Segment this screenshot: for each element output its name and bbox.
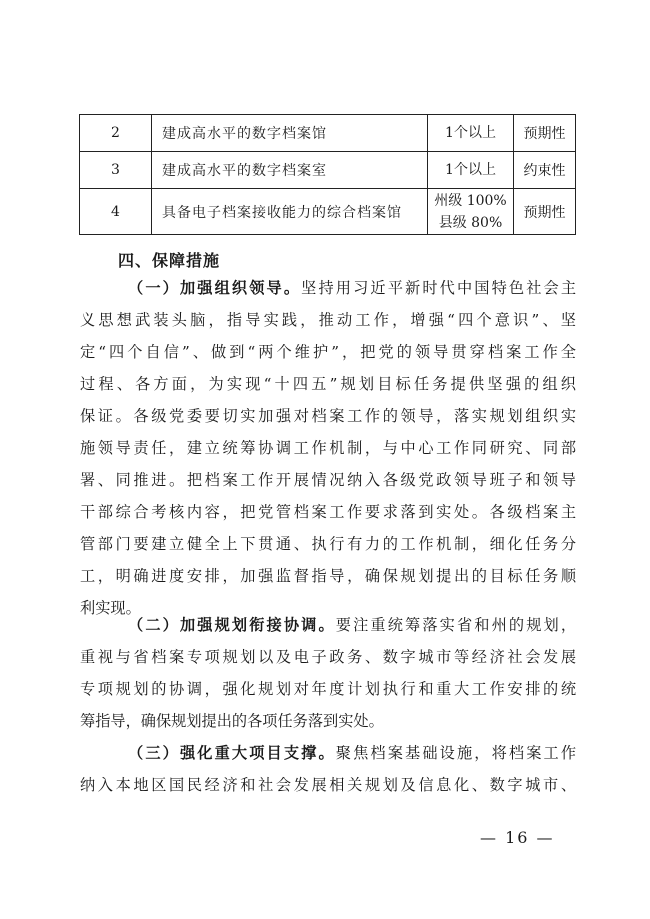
paragraph-lead: （二）加强规划衔接协调。	[128, 616, 336, 634]
section-heading: 四、保障措施	[118, 251, 221, 270]
indicator-name: 具备电子档案接收能力的综合档案馆	[152, 189, 428, 235]
indicator-type: 预期性	[514, 189, 576, 235]
paragraph-plan-coordination	[80, 609, 576, 737]
row-number: 4	[80, 189, 152, 235]
paragraph-line: 重视与省档案专项规划以及电子政务、数字城市等经济社会发展	[80, 648, 576, 666]
paragraph-line: 保证。各级党委要切实加强对档案工作的领导，落实规划组织实	[80, 407, 576, 425]
paragraph-line: 管部门要建立健全上下贯通、执行有力的工作机制，细化任务分	[80, 535, 576, 553]
paragraph-organization-leadership	[80, 272, 576, 624]
paragraph-line: 干部综合考核内容，把党管档案工作要求落到实处。各级档案主	[80, 503, 576, 521]
paragraph-line: 定“四个自信”、做到“两个维护”，把党的领导贯穿档案工作全	[80, 343, 576, 361]
table-row	[80, 115, 576, 152]
target-value-line: 州级 100%	[434, 192, 507, 209]
paragraph-line: 署、同推进。把档案工作开展情况纳入各级党政领导班子和领导	[80, 471, 576, 489]
paragraph-line: 施领导责任，建立统筹协调工作机制，与中心工作同研究、同部	[80, 439, 576, 457]
paragraph-line: 筹指导，确保规划提出的各项任务落到实处。	[80, 712, 384, 730]
paragraph-line: 利实现。	[80, 599, 141, 617]
target-value	[428, 189, 514, 235]
paragraph-lead: （一）加强组织领导。	[128, 279, 302, 297]
paragraph-line: （二）加强规划衔接协调。要注重统筹落实省和州的规划，	[128, 616, 576, 634]
paragraph-line: 过程、各方面，为实现“十四五”规划目标任务提供坚强的组织	[80, 375, 576, 393]
target-value: 1个以上	[428, 115, 514, 152]
targets-table	[79, 114, 576, 235]
target-value-line: 县级 80%	[438, 214, 503, 231]
row-number: 2	[80, 115, 152, 152]
paragraph-line: （一）加强组织领导。坚持用习近平新时代中国特色社会主	[128, 279, 576, 297]
paragraph-lead: （三）强化重大项目支撑。	[128, 744, 336, 762]
indicator-type: 约束性	[514, 152, 576, 189]
page-number: — 16 —	[480, 828, 555, 847]
paragraph-line: 专项规划的协调，强化规划对年度计划执行和重大工作安排的统	[80, 680, 576, 698]
paragraph-line: 纳入本地区国民经济和社会发展相关规划及信息化、数字城市、	[80, 776, 576, 794]
paragraph-line: 工，明确进度安排，加强监督指导，确保规划提出的目标任务顺	[80, 567, 576, 585]
table-row	[80, 152, 576, 189]
row-number: 3	[80, 152, 152, 189]
indicator-name: 建成高水平的数字档案馆	[152, 115, 428, 152]
paragraph-line: （三）强化重大项目支撑。聚焦档案基础设施，将档案工作	[128, 744, 576, 762]
indicator-type: 预期性	[514, 115, 576, 152]
indicator-name: 建成高水平的数字档案室	[152, 152, 428, 189]
paragraph-line: 义思想武装头脑，指导实践，推动工作，增强“四个意识”、坚	[80, 311, 576, 329]
target-value: 1个以上	[428, 152, 514, 189]
table-row	[80, 189, 576, 235]
paragraph-major-projects	[80, 737, 576, 801]
